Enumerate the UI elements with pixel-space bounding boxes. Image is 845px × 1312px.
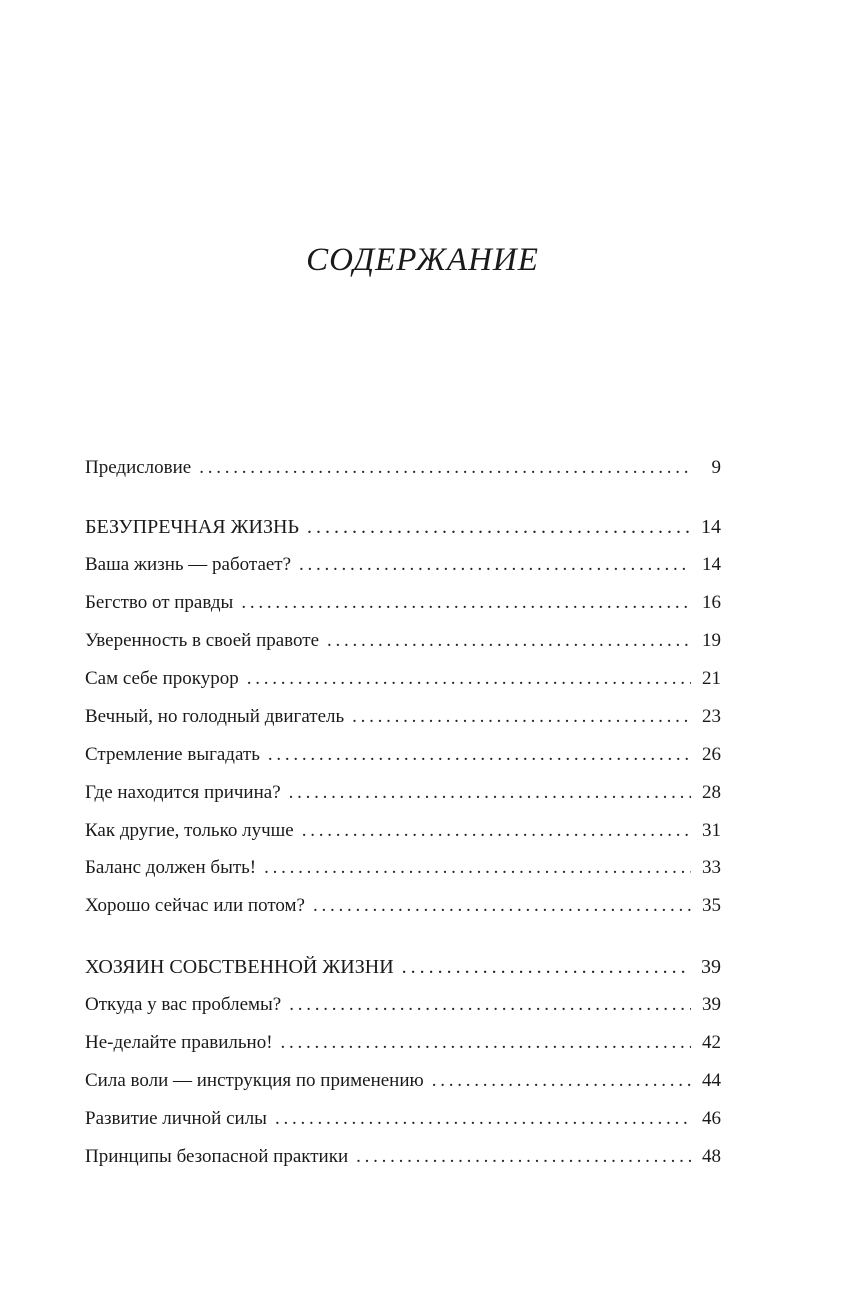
- dot-leader: [313, 891, 691, 921]
- toc-page-number: 39: [701, 956, 721, 978]
- toc-entry-title: Ваша жизнь — работает?: [85, 554, 292, 575]
- toc-entry[interactable]: [85, 1028, 721, 1058]
- toc-entry-title: Уверенность в своей правоте: [85, 630, 320, 651]
- dot-leader: [289, 990, 691, 1020]
- page-title: СОДЕРЖАНИЕ: [306, 242, 539, 278]
- toc-page-number: 46: [702, 1108, 721, 1129]
- toc-page-number: 39: [702, 994, 721, 1015]
- toc-entry-title: Развитие личной силы: [85, 1108, 267, 1129]
- toc-page-number: 9: [711, 457, 721, 478]
- toc-page-number: 48: [702, 1146, 721, 1167]
- dot-leader: [275, 1104, 691, 1134]
- table-of-contents: [85, 0, 721, 1312]
- dot-leader: [352, 702, 691, 732]
- toc-entry[interactable]: [85, 853, 721, 883]
- toc-entry[interactable]: [85, 588, 721, 618]
- toc-entry-title: Как другие, только лучше: [85, 820, 294, 841]
- toc-page-number: 16: [702, 592, 721, 613]
- dot-leader: [281, 1028, 691, 1058]
- toc-page-number: 31: [702, 820, 721, 841]
- dot-leader: [199, 453, 691, 483]
- dot-leader: [307, 512, 691, 542]
- toc-page-number: 28: [702, 782, 721, 803]
- toc-section-master-of-life[interactable]: [85, 952, 721, 982]
- dot-leader: [247, 664, 691, 694]
- dot-leader: [432, 1066, 691, 1096]
- toc-entry-title: Не-делайте правильно!: [85, 1032, 273, 1053]
- toc-entry-title: Баланс должен быть!: [85, 857, 257, 878]
- dot-leader: [402, 952, 691, 982]
- dot-leader: [327, 626, 691, 656]
- toc-entry-title: Вечный, но голодный двигатель: [85, 706, 345, 727]
- toc-section-title: ХОЗЯИН СОБСТВЕННОЙ ЖИЗНИ: [85, 956, 394, 978]
- toc-page-number: 19: [702, 630, 721, 651]
- toc-page-number: 44: [702, 1070, 721, 1091]
- toc-entry-title: Сила воли — инструкция по применению: [85, 1070, 424, 1091]
- toc-entry-title: Сам себе прокурор: [85, 668, 239, 689]
- dot-leader: [299, 550, 691, 580]
- toc-entry[interactable]: [85, 990, 721, 1020]
- toc-entry-title: Принципы безопасной практики: [85, 1146, 349, 1167]
- toc-page-number: 33: [702, 857, 721, 878]
- toc-page-number: 26: [702, 744, 721, 765]
- toc-entry[interactable]: [85, 1104, 721, 1134]
- toc-section-title: БЕЗУПРЕЧНАЯ ЖИЗНЬ: [85, 516, 299, 538]
- toc-page-number: 21: [702, 668, 721, 689]
- toc-entry[interactable]: [85, 891, 721, 921]
- toc-page-number: 14: [702, 554, 721, 575]
- toc-entry[interactable]: [85, 740, 721, 770]
- toc-entry[interactable]: [85, 1066, 721, 1096]
- toc-entry-title: Бегство от правды: [85, 592, 234, 613]
- toc-entry[interactable]: [85, 626, 721, 656]
- toc-page-number: 14: [701, 516, 721, 538]
- dot-leader: [264, 853, 691, 883]
- toc-entry-title: Стремление выгадать: [85, 744, 260, 765]
- toc-entry-title: Где находится причина?: [85, 782, 281, 803]
- toc-entry[interactable]: [85, 664, 721, 694]
- toc-entry-title: Предисловие: [85, 457, 192, 478]
- toc-entry[interactable]: [85, 702, 721, 732]
- toc-entry-preface[interactable]: [85, 453, 721, 483]
- toc-entry[interactable]: [85, 1142, 721, 1172]
- dot-leader: [241, 588, 691, 618]
- toc-entry[interactable]: [85, 816, 721, 846]
- toc-entry-title: Хорошо сейчас или потом?: [85, 895, 305, 916]
- toc-entry[interactable]: [85, 550, 721, 580]
- dot-leader: [289, 778, 691, 808]
- toc-page-number: 23: [702, 706, 721, 727]
- toc-page-number: 42: [702, 1032, 721, 1053]
- dot-leader: [302, 816, 691, 846]
- toc-page-number: 35: [702, 895, 721, 916]
- toc-entry-title: Откуда у вас проблемы?: [85, 994, 282, 1015]
- toc-entry[interactable]: [85, 778, 721, 808]
- dot-leader: [268, 740, 691, 770]
- toc-section-flawless-life[interactable]: [85, 512, 721, 542]
- dot-leader: [356, 1142, 691, 1172]
